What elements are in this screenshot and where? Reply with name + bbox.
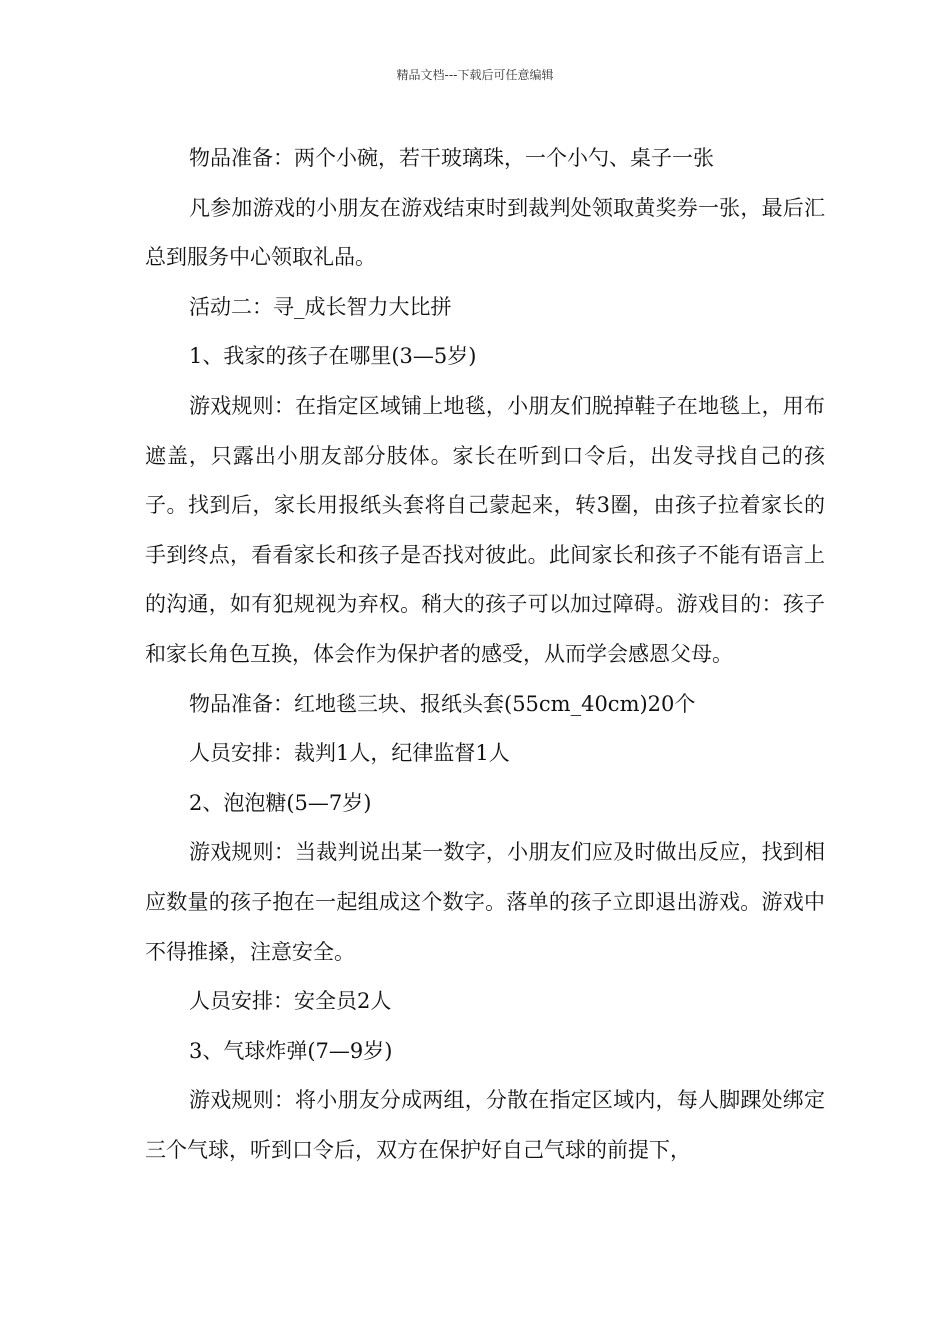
paragraph-game-1-title: 1、我家的孩子在哪里(3—5岁)	[189, 344, 477, 369]
paragraph-game-2-title: 2、泡泡糖(5—7岁)	[189, 790, 372, 815]
paragraph-game-3-title: 3、气球炸弹(7—9岁)	[189, 1038, 393, 1063]
page-header: 精品文档---下载后可任意编辑	[396, 68, 554, 82]
paragraph-game-2-rules: 游戏规则：当裁判说出某一数字，小朋友们应及时做出反应，找到相应数量的孩子抱在一起组成这个数字。落单的孩子立即退出游戏。游戏中不得推搡，注意安全。	[145, 840, 825, 964]
paragraph-materials-1: 物品准备：两个小碗，若干玻璃珠，一个小勺、桌子一张	[189, 146, 714, 170]
document-body	[145, 134, 825, 1175]
paragraph-game-2-staff: 人员安排：安全员2人	[189, 989, 392, 1014]
paragraph-game-1-staff: 人员安排：裁判1人，纪律监督1人	[189, 741, 510, 766]
paragraph-game-3-rules: 游戏规则：将小朋友分成两组，分散在指定区域内，每人脚踝处绑定三个气球，听到口令后，双方在保护好自己气球的前提下，	[145, 1088, 825, 1162]
paragraph-prize-rule: 凡参加游戏的小朋友在游戏结束时到裁判处领取黄奖券一张，最后汇总到服务中心领取礼品。	[145, 195, 825, 270]
paragraph-game-1-materials: 物品准备：红地毯三块、报纸头套(55cm_40cm)20个	[189, 691, 696, 716]
paragraph-activity-two-title: 活动二：寻_成长智力大比拼	[189, 294, 452, 319]
paragraph-game-1-rules: 游戏规则：在指定区域铺上地毯，小朋友们脱掉鞋子在地毯上，用布遮盖，只露出小朋友部分肢体。家长在听到口令后，出发寻找自己的孩子。找到后，家长用报纸头套将自己蒙起来，转3圈，由孩子拉着家长的手到终点，看看家长和孩子是否找对彼此。此间家长和孩子不能有语言上的沟通，如有犯规视为弃权。稍大的孩子可以加过障碍。游戏目的：孩子和家长角色互换，体会作为保护者的感受，从而学会感恩父母。	[145, 393, 825, 666]
